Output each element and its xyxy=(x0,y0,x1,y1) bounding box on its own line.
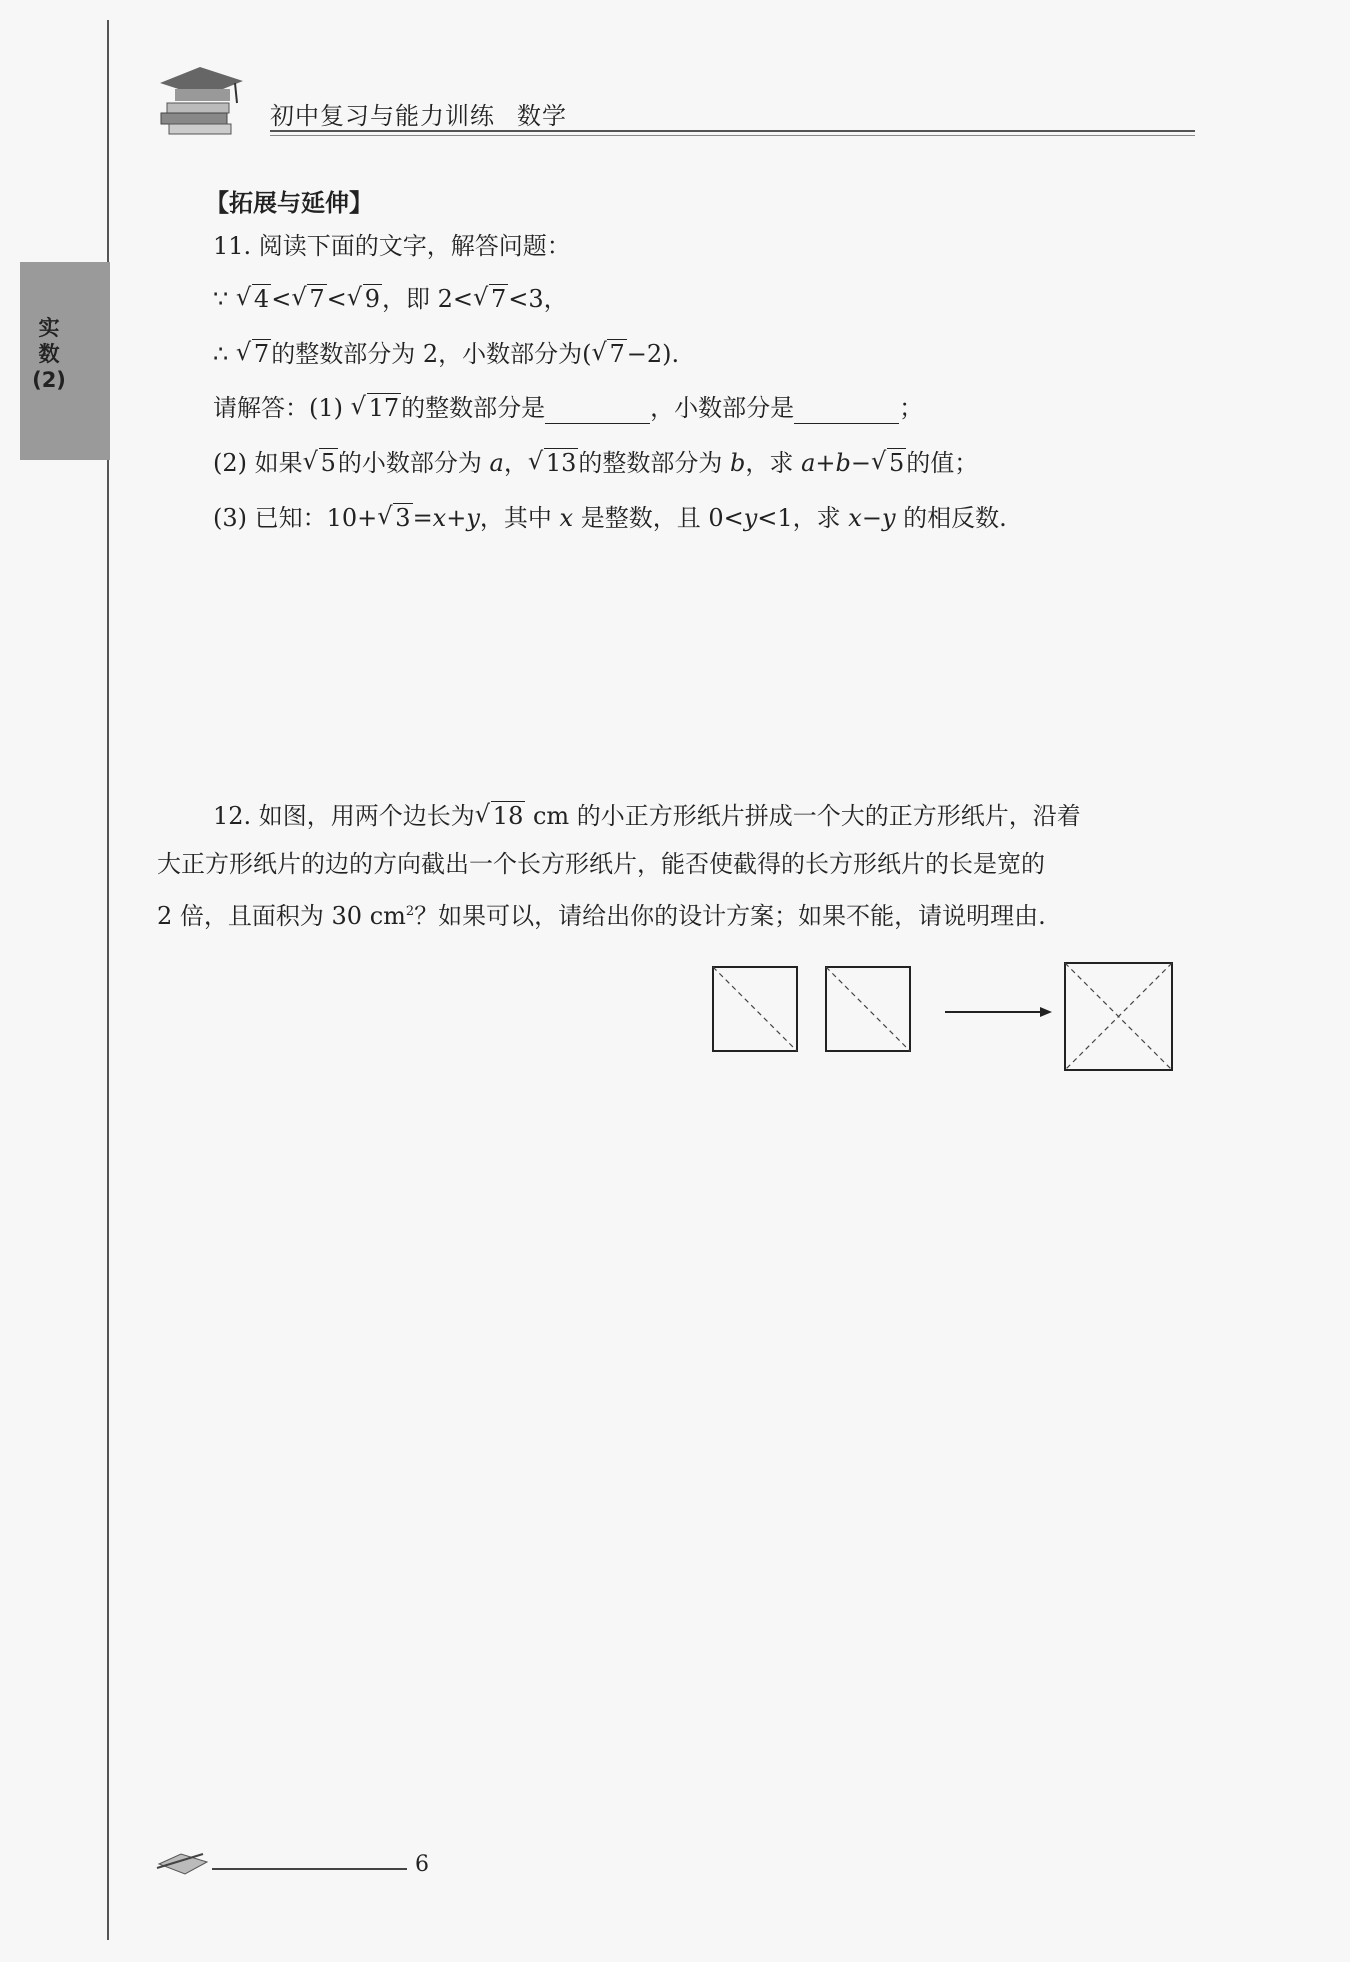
var-x: x xyxy=(559,504,574,532)
header-rule-thin xyxy=(270,135,1195,136)
less-than: < xyxy=(326,285,347,313)
arrow xyxy=(945,1007,1052,1017)
text: 2 倍，且面积为 30 cm xyxy=(157,902,406,930)
text: ； xyxy=(899,394,924,422)
text: 12. 如图，用两个边长为 xyxy=(213,802,475,830)
text: 的整数部分是 xyxy=(401,394,546,422)
q11-therefore-line xyxy=(213,338,679,370)
side-tab-char-3: (2) xyxy=(32,368,66,392)
page-number: 6 xyxy=(415,1852,429,1877)
sqrt-13: √ 13 xyxy=(530,447,579,479)
var-a: a xyxy=(801,449,816,477)
sqrt-5: √ 5 xyxy=(305,447,338,479)
text: + xyxy=(446,504,467,532)
less-than: < xyxy=(271,285,292,313)
q11-sub1 xyxy=(213,392,923,424)
superscript: 2 xyxy=(405,904,415,919)
text: + xyxy=(815,449,836,477)
text: − xyxy=(850,449,871,477)
sqrt-7: √ 7 xyxy=(593,338,626,370)
small-square-2 xyxy=(826,967,910,1051)
sqrt-5: √ 5 xyxy=(873,447,906,479)
sqrt-7: √ 7 xyxy=(293,283,326,315)
text: 的相反数. xyxy=(895,504,1007,532)
text: ？如果可以，请给出你的设计方案；如果不能，请说明理由. xyxy=(414,902,1046,930)
sqrt-7: √ 7 xyxy=(238,338,271,370)
footer-rule xyxy=(212,1868,407,1870)
text: ，小数部分是 xyxy=(650,394,795,422)
q12-line1 xyxy=(213,800,1081,832)
therefore-symbol: ∴ xyxy=(213,340,229,368)
var-y: y xyxy=(743,504,758,532)
q11-sub3 xyxy=(213,502,1007,534)
sqrt-7: √ 7 xyxy=(475,283,508,315)
text: <3， xyxy=(508,285,568,313)
answer-blank[interactable] xyxy=(545,399,650,424)
text: −2). xyxy=(626,340,680,368)
text: 的小数部分为 xyxy=(337,449,490,477)
text: ，其中 xyxy=(479,504,560,532)
squares-figure xyxy=(700,955,1180,1085)
q12-line2: 大正方形纸片的边的方向截出一个长方形纸片，能否使截得的长方形纸片的长是宽的 xyxy=(157,850,1045,878)
text: 的整数部分为 xyxy=(578,449,731,477)
text: ，即 2< xyxy=(381,285,473,313)
pencil-book-icon xyxy=(155,1848,211,1878)
text: ，求 xyxy=(745,449,802,477)
text: (3) 已知：10+ xyxy=(213,504,378,532)
sqrt-4: √ 4 xyxy=(238,283,271,315)
text: − xyxy=(861,504,882,532)
header-title xyxy=(270,96,567,131)
section-title: 【拓展与延伸】 xyxy=(205,189,373,217)
q12-line3 xyxy=(157,896,1046,932)
sqrt-18: √ 18 xyxy=(477,800,526,832)
var-a: a xyxy=(489,449,504,477)
var-x: x xyxy=(432,504,447,532)
subject-title: 数学 xyxy=(517,102,567,130)
answer-blank[interactable] xyxy=(794,399,899,424)
var-b: b xyxy=(835,449,851,477)
side-tab-char-2: 数 xyxy=(38,342,60,366)
var-y: y xyxy=(881,504,896,532)
sqrt-17: √ 17 xyxy=(353,392,402,424)
text: 的值； xyxy=(906,449,979,477)
small-square-1 xyxy=(713,967,797,1051)
side-tab-char-1: 实 xyxy=(38,316,60,340)
q11-because-line xyxy=(213,283,568,315)
q11-sub2 xyxy=(213,447,978,479)
text: 是整数，且 0< xyxy=(573,504,744,532)
sqrt-3: √ 3 xyxy=(379,502,412,534)
text: cm 的小正方形纸片拼成一个大的正方形纸片，沿着 xyxy=(525,802,1081,830)
var-y: y xyxy=(466,504,480,532)
q11-intro: 11. 阅读下面的文字，解答问题： xyxy=(213,232,571,260)
books-mortarboard-icon xyxy=(155,55,245,140)
large-square xyxy=(1065,963,1172,1070)
book-title: 初中复习与能力训练 xyxy=(270,102,495,130)
text: <1，求 xyxy=(757,504,849,532)
var-b: b xyxy=(730,449,746,477)
text: ， xyxy=(503,449,528,477)
text: (2) 如果 xyxy=(213,449,303,477)
chapter-side-tab-label xyxy=(28,315,70,393)
text: 的整数部分为 2，小数部分为( xyxy=(271,340,592,368)
because-symbol: ∵ xyxy=(213,285,229,313)
text: = xyxy=(412,504,433,532)
sqrt-9: √ 9 xyxy=(349,283,382,315)
header-rule xyxy=(270,130,1195,132)
var-x: x xyxy=(848,504,862,532)
text: 请解答：(1) xyxy=(213,394,351,422)
